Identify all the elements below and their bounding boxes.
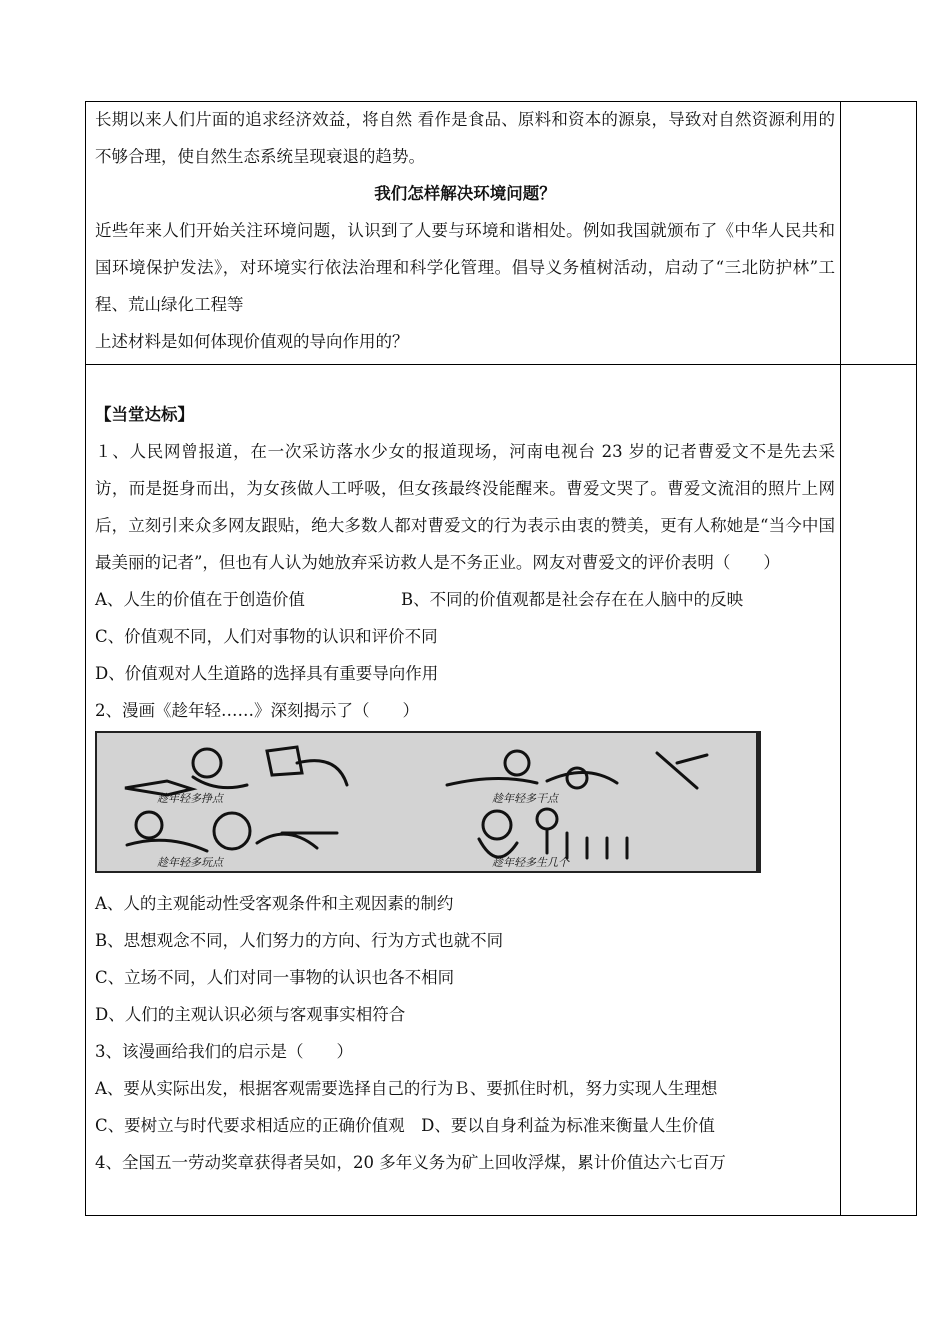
question-2-stem: 2、漫画《趁年轻……》深刻揭示了（ ） (95, 701, 419, 720)
q1-option-c: C、价值观不同，人们对事物的认识和评价不同 (95, 627, 438, 646)
q3-options-cd: C、要树立与时代要求相适应的正确价值观 D、要以自身利益为标准来衡量人生价值 (95, 1116, 715, 1135)
paragraph-economic-benefit: 长期以来人们片面的追求经济效益，将自然 看作是食品、原料和资本的源泉，导致对自然资源利用的不够合理，使自然生态系统呈现衰退的趋势。 (95, 110, 835, 166)
q2-option-d: D、人们的主观认识必须与客观事实相符合 (95, 1005, 406, 1024)
q2-option-a: A、人的主观能动性受客观条件和主观因素的制约 (95, 894, 454, 913)
question-1-options-ab (95, 581, 835, 618)
section-environment (95, 101, 835, 360)
q2-option-b: B、思想观念不同，人们努力的方向、行为方式也就不同 (95, 931, 504, 950)
section-title: 【当堂达标】 (95, 405, 194, 424)
q2-option-c: C、立场不同，人们对同一事物的认识也各不相同 (95, 968, 455, 987)
heading-solve-environment: 我们怎样解决环境问题？ (374, 184, 556, 203)
paragraph-environment-protection: 近些年来人们开始关注环境问题，认识到了人要与环境和谐相处。例如我国就颁布了《中华人民共和国环境保护发法》，对环境实行依法治理和科学化管理。倡导义务植树活动，启动了“三北防护林”工程、荒山绿化工程等 (95, 221, 835, 314)
question-4-stem: 4、全国五一劳动奖章获得者吴如，20 多年义务为矿上回收浮煤，累计价值达六七百万 (95, 1153, 726, 1172)
question-value-guidance: 上述材料是如何体现价值观的导向作用的？ (95, 332, 409, 351)
question-3-stem: 3、该漫画给我们的启示是（ ） (95, 1042, 353, 1061)
q3-options-ab: A、要从实际出发，根据客观需要选择自己的行为Ｂ、要抓住时机，努力实现人生理想 (95, 1079, 718, 1098)
question-1-stem: １、人民网曾报道，在一次采访落水少女的报道现场，河南电视台 23 岁的记者曹爱文不是先去采访，而是挺身而出，为女孩做人工呼吸，但女孩最终没能醒来。曹爱文哭了。曹爱文流泪的照片上网后，立刻引来众多网友跟贴，绝大多数人都对曹爱文的行为表示由衷的赞美，更有人称她是“当今中国最美丽的记者”，但也有人认为她放弃采访救人是不务正业。网友对曹爱文的评价表明（ ） (95, 442, 835, 572)
column-divider (840, 101, 841, 1216)
q1-option-b: B、不同的价值观都是社会存在在人脑中的反映 (401, 590, 744, 609)
section-practice (95, 396, 835, 1181)
q1-option-d: D、价值观对人生道路的选择具有重要导向作用 (95, 664, 439, 683)
row-divider (85, 364, 917, 365)
comic-caption-3: 趁年轻多玩点 (157, 856, 223, 869)
q1-option-a: A、人生的价值在于创造价值 (95, 590, 305, 609)
comic-caption-1: 趁年轻多挣点 (157, 792, 223, 805)
comic-image (95, 731, 761, 873)
comic-caption-2: 趁年轻多干点 (492, 792, 558, 805)
comic-caption-4: 趁年轻多生几个 (492, 856, 569, 869)
